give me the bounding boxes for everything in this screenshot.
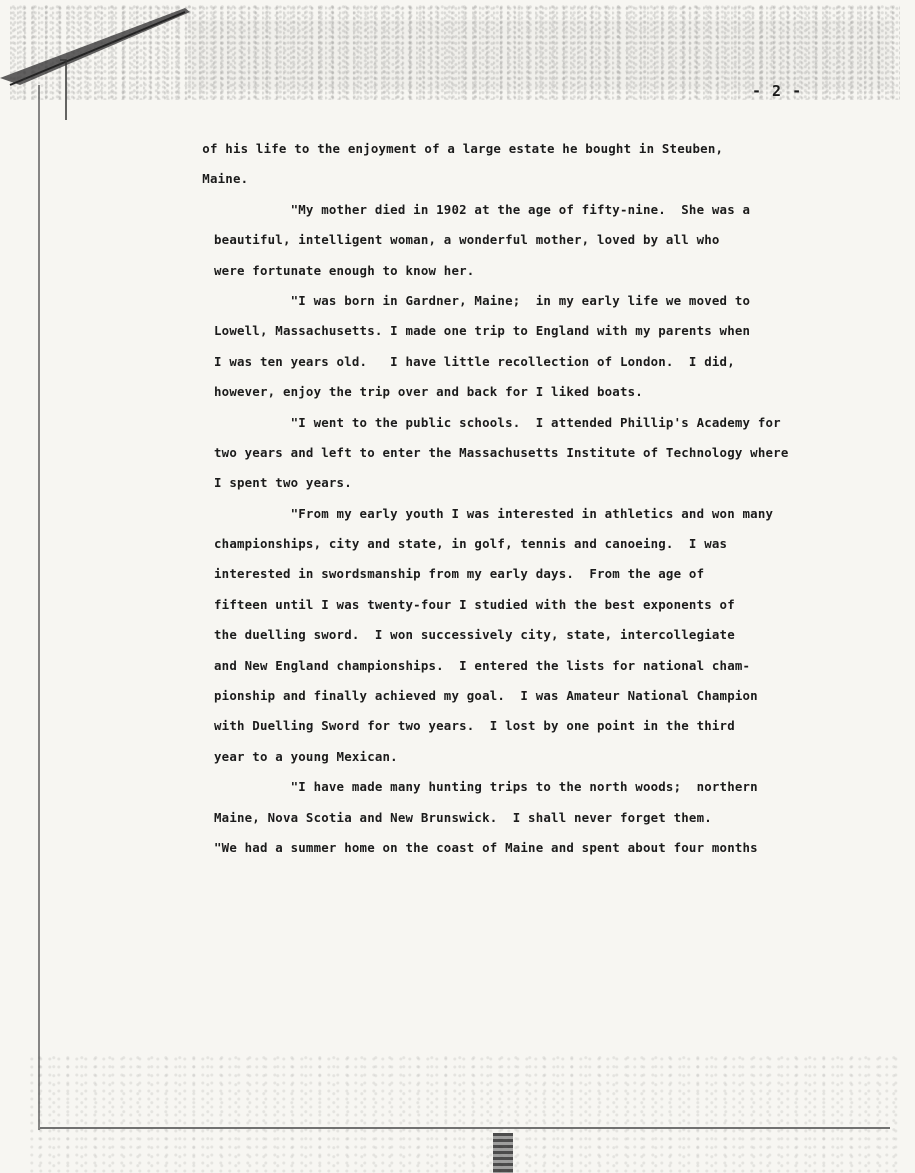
text-line: "I was born in Gardner, Maine; in my early life we moved to — [214, 292, 751, 308]
text-line: year to a young Mexican. — [214, 748, 398, 764]
text-line: the duelling sword. I won successively city, state, intercollegiate — [214, 627, 735, 643]
text-line: two years and left to enter the Massachusetts Institute of Technology where — [214, 444, 789, 460]
text-line: were fortunate enough to know her. — [214, 262, 475, 278]
body-text — [164, 134, 874, 863]
text-line: "I have made many hunting trips to the north woods; northern — [214, 779, 758, 795]
page-number: - 2 - — [752, 82, 803, 100]
text-line: with Duelling Sword for two years. I lost by one point in the third — [214, 718, 735, 734]
text-line: and New England championships. I entered the lists for national cham- — [214, 657, 751, 673]
scan-noise-bottom — [30, 1055, 900, 1173]
text-line: beautiful, intelligent woman, a wonderful mother, loved by all who — [214, 232, 720, 248]
text-line: interested in swordsmanship from my early days. From the age of — [214, 566, 705, 582]
text-line: Maine, Nova Scotia and New Brunswick. I shall never forget them. — [214, 809, 712, 825]
text-line: "My mother died in 1902 at the age of fifty-nine. She was a — [214, 201, 751, 217]
text-line: "I went to the public schools. I attended Phillip's Academy for — [214, 414, 781, 430]
left-margin-line — [38, 85, 40, 1130]
text-line: fifteen until I was twenty-four I studied with the best exponents of — [214, 596, 735, 612]
text-line: Lowell, Massachusetts. I made one trip to England with my parents when — [214, 323, 751, 339]
text-line: pionship and finally achieved my goal. I was Amateur National Champion — [214, 688, 758, 704]
text-line: Maine. — [164, 171, 249, 187]
text-line: "From my early youth I was interested in athletics and won many — [214, 505, 774, 521]
text-line: "We had a summer home on the coast of Maine and spent about four months — [214, 839, 758, 855]
text-line: however, enjoy the trip over and back for I liked boats. — [214, 384, 643, 400]
text-line: I was ten years old. I have little recollection of London. I did, — [214, 353, 735, 369]
text-line: I spent two years. — [214, 475, 352, 491]
text-line: championships, city and state, in golf, tennis and canoeing. I was — [214, 536, 728, 552]
binding-mark — [493, 1133, 513, 1173]
text-line: of his life to the enjoyment of a large estate he bought in Steuben, — [164, 141, 724, 156]
